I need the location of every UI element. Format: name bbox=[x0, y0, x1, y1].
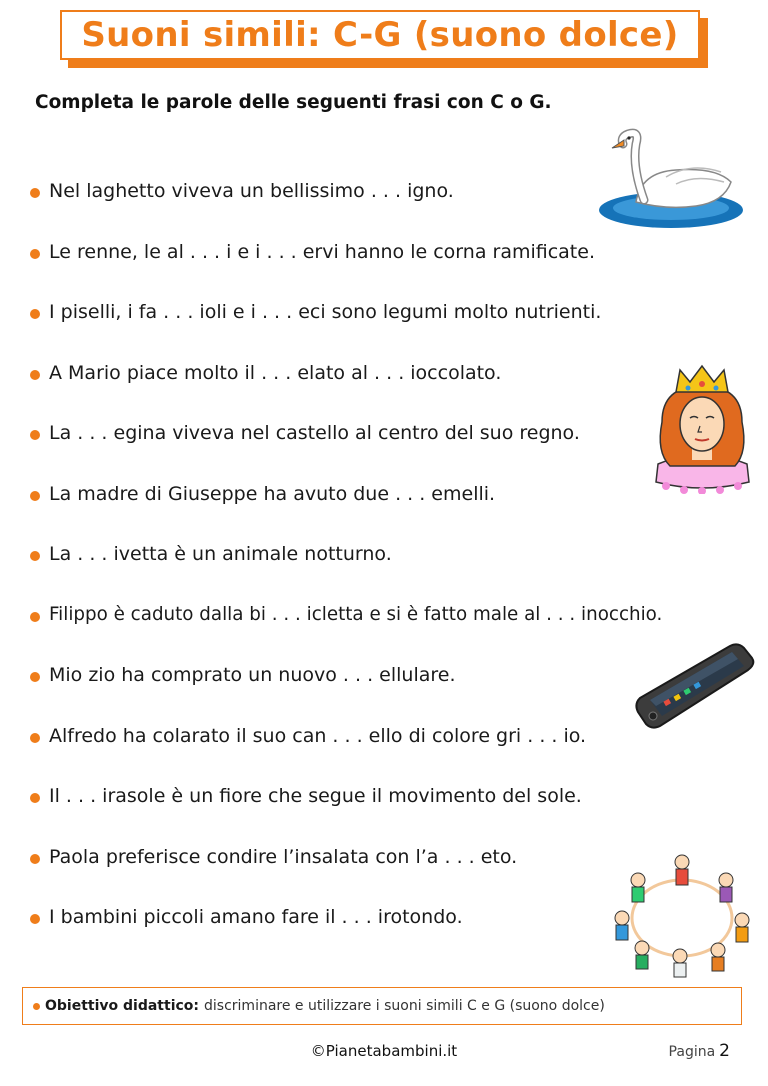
title-banner bbox=[60, 10, 708, 68]
sentence-item bbox=[30, 664, 662, 725]
sentence-text: A Mario piace molto il . . . elato al . . . ioccolato. bbox=[49, 361, 502, 384]
sentence-item bbox=[30, 180, 662, 241]
sentence-item bbox=[30, 301, 662, 362]
sentence-text: La madre di Giuseppe ha avuto due . . . emelli. bbox=[49, 482, 496, 505]
bullet-icon bbox=[30, 914, 40, 924]
page-title: Suoni simili: C-G (suono dolce) bbox=[81, 15, 679, 55]
sentence-item bbox=[30, 422, 662, 483]
sentence-text: La . . . ivetta è un animale notturno. bbox=[49, 543, 392, 565]
sentence-item bbox=[30, 604, 662, 665]
sentence-text: Nel laghetto viveva un bellissimo . . . igno. bbox=[49, 180, 454, 202]
bullet-icon bbox=[30, 733, 40, 743]
bullet-icon bbox=[30, 491, 40, 501]
objective-label: Obiettivo didattico: bbox=[45, 998, 200, 1014]
sentence-item bbox=[30, 362, 662, 423]
sentence-item bbox=[30, 785, 662, 846]
bullet-icon bbox=[30, 430, 40, 440]
bullet-icon bbox=[30, 309, 40, 319]
bullet-icon bbox=[30, 793, 40, 803]
bullet-icon bbox=[33, 1003, 40, 1010]
sentence-text: I bambini piccoli amano fare il . . . irotondo. bbox=[49, 906, 463, 928]
copyright-text: ©Pianetabambini.it bbox=[310, 1042, 458, 1060]
children-circle-illustration bbox=[608, 852, 756, 980]
sentence-item bbox=[30, 906, 662, 967]
bullet-icon bbox=[30, 854, 40, 864]
objective-text: discriminare e utilizzare i suoni simili C e G (suono dolce) bbox=[204, 998, 605, 1014]
sentence-item bbox=[30, 543, 662, 604]
sentence-text: I piselli, i fa . . . ioli e i . . . eci sono legumi molto nutrienti. bbox=[49, 301, 602, 323]
smartphone-illustration bbox=[634, 640, 756, 732]
objective-box bbox=[22, 987, 742, 1025]
swan-illustration bbox=[596, 122, 746, 234]
page-number: 2 bbox=[719, 1041, 730, 1061]
sentence-text: La . . . egina viveva nel castello al centro del suo regno. bbox=[49, 422, 580, 444]
bullet-icon bbox=[30, 672, 40, 682]
bullet-icon bbox=[30, 551, 40, 561]
sentence-item bbox=[30, 725, 662, 786]
sentence-text: Paola preferisce condire l’insalata con l’a . . . eto. bbox=[49, 845, 518, 868]
bullet-icon bbox=[30, 188, 40, 198]
sentence-text: Alfredo ha colarato il suo can . . . ello di colore gri . . . io. bbox=[49, 724, 587, 747]
sentence-item bbox=[30, 483, 662, 544]
queen-illustration bbox=[650, 362, 755, 494]
sentence-list bbox=[30, 180, 662, 967]
sentence-text: Il . . . irasole è un fiore che segue il movimento del sole. bbox=[49, 785, 582, 807]
sentence-text: Filippo è caduto dalla bi . . . icletta e si è fatto male al . . . inocchio. bbox=[49, 603, 663, 625]
title-box bbox=[60, 10, 700, 60]
page-indicator bbox=[669, 1041, 730, 1061]
instruction-text: Completa le parole delle seguenti frasi con C o G. bbox=[35, 92, 552, 113]
sentence-text: Mio zio ha comprato un nuovo . . . ellulare. bbox=[49, 664, 456, 686]
bullet-icon bbox=[30, 612, 40, 622]
sentence-item bbox=[30, 846, 662, 907]
bullet-icon bbox=[30, 370, 40, 380]
sentence-text: Le renne, le al . . . i e i . . . ervi hanno le corna ramificate. bbox=[49, 240, 595, 263]
bullet-icon bbox=[30, 249, 40, 259]
page-label: Pagina bbox=[668, 1044, 716, 1060]
sentence-item bbox=[30, 241, 662, 302]
